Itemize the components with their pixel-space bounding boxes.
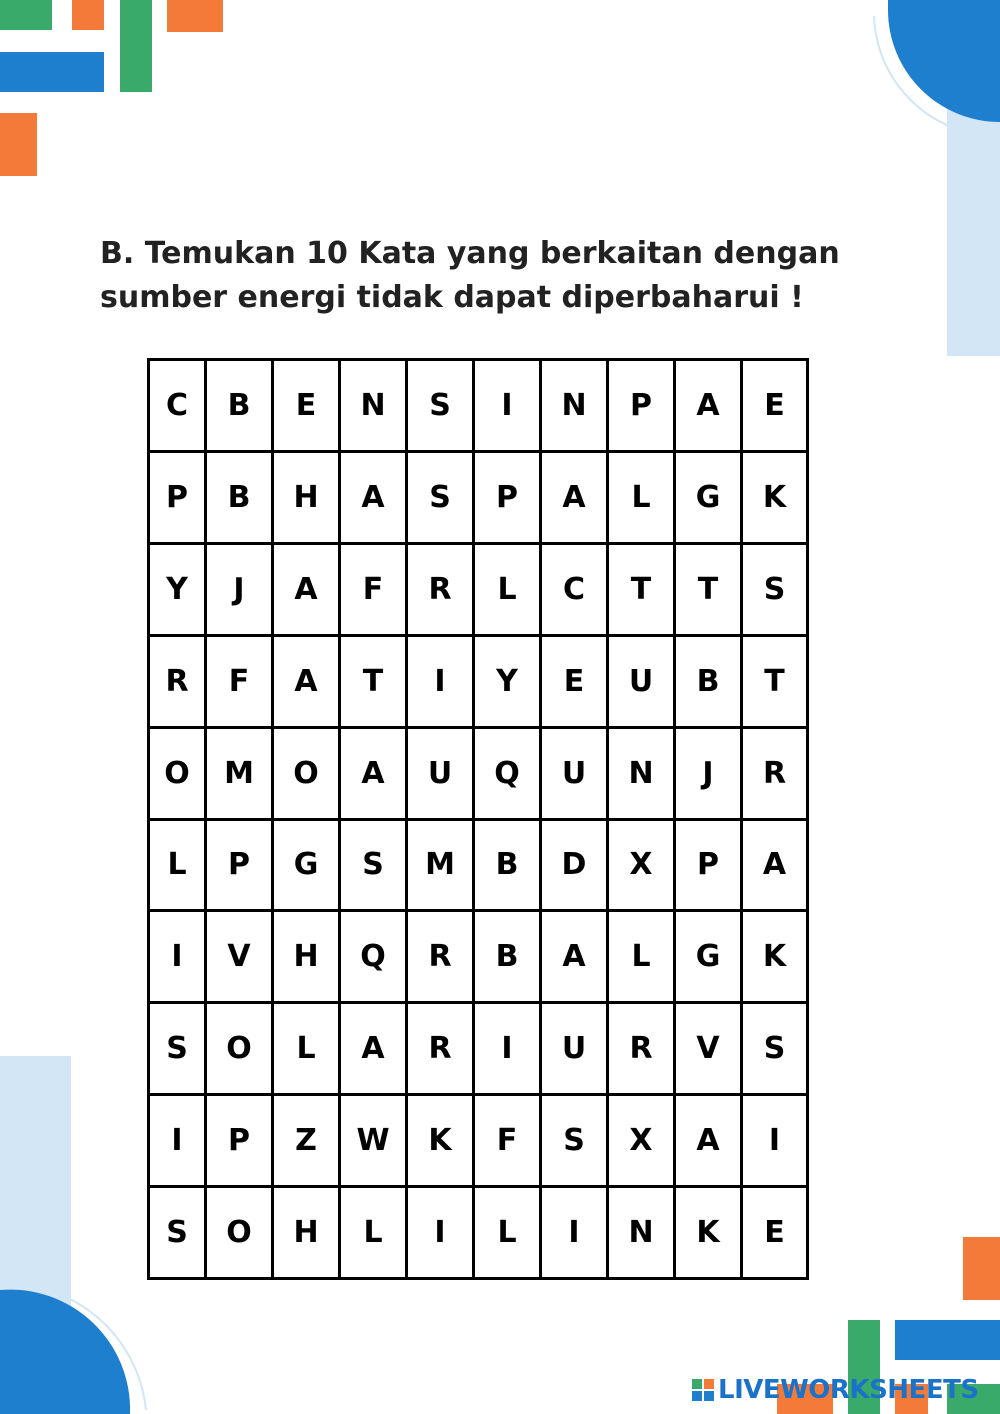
grid-cell[interactable]: P [475, 453, 542, 545]
grid-cell[interactable]: K [743, 453, 809, 545]
grid-cell[interactable]: D [542, 821, 609, 913]
grid-cell[interactable]: S [743, 545, 809, 637]
word-search-grid [147, 358, 809, 1280]
grid-cell[interactable]: B [207, 453, 274, 545]
deco-green-column [120, 0, 152, 92]
grid-cell[interactable]: X [609, 821, 676, 913]
grid-cell[interactable]: N [542, 361, 609, 453]
grid-cell[interactable]: M [408, 821, 475, 913]
grid-cell[interactable]: G [676, 453, 743, 545]
deco-quarter-circle-bottom-left [0, 1280, 150, 1414]
grid-cell[interactable]: J [676, 729, 743, 821]
grid-cell[interactable]: O [207, 1004, 274, 1096]
grid-cell[interactable]: R [408, 1004, 475, 1096]
grid-cell[interactable]: A [676, 361, 743, 453]
grid-cell[interactable]: V [207, 912, 274, 1004]
grid-cell[interactable]: M [207, 729, 274, 821]
grid-cell[interactable]: C [542, 545, 609, 637]
grid-cell[interactable]: Q [475, 729, 542, 821]
deco-green-bar-top [0, 0, 52, 30]
grid-cell[interactable]: O [274, 729, 341, 821]
grid-cell[interactable]: O [207, 1188, 274, 1280]
grid-cell[interactable]: U [408, 729, 475, 821]
grid-cell[interactable]: C [150, 361, 207, 453]
grid-cell[interactable]: L [341, 1188, 408, 1280]
grid-cell[interactable]: H [274, 453, 341, 545]
deco-quarter-circle-top-right [860, 0, 1000, 140]
grid-cell[interactable]: S [150, 1188, 207, 1280]
grid-cell[interactable]: T [609, 545, 676, 637]
grid-cell[interactable]: R [150, 637, 207, 729]
grid-cell[interactable]: L [475, 1188, 542, 1280]
grid-cell[interactable]: P [676, 821, 743, 913]
grid-cell[interactable]: S [408, 453, 475, 545]
grid-cell[interactable]: R [743, 729, 809, 821]
grid-cell[interactable]: Y [475, 637, 542, 729]
grid-cell[interactable]: L [475, 545, 542, 637]
grid-cell[interactable]: T [341, 637, 408, 729]
grid-cell[interactable]: F [475, 1096, 542, 1188]
grid-cell[interactable]: R [408, 545, 475, 637]
grid-cell[interactable]: L [274, 1004, 341, 1096]
grid-cell[interactable]: N [341, 361, 408, 453]
grid-cell[interactable]: A [676, 1096, 743, 1188]
grid-cell[interactable]: L [609, 912, 676, 1004]
grid-cell[interactable]: Z [274, 1096, 341, 1188]
grid-cell[interactable]: S [743, 1004, 809, 1096]
grid-cell[interactable]: T [676, 545, 743, 637]
deco-orange-square-left [0, 113, 37, 176]
grid-cell[interactable]: K [408, 1096, 475, 1188]
deco-blue-bar-bottom [895, 1320, 1000, 1360]
grid-cell[interactable]: S [542, 1096, 609, 1188]
grid-cell[interactable]: R [609, 1004, 676, 1096]
grid-cell[interactable]: K [743, 912, 809, 1004]
grid-cell[interactable]: U [542, 729, 609, 821]
grid-cell[interactable]: A [341, 1004, 408, 1096]
grid-cell[interactable]: B [676, 637, 743, 729]
grid-cell[interactable]: L [150, 821, 207, 913]
grid-cell[interactable]: F [341, 545, 408, 637]
grid-cell[interactable]: Y [150, 545, 207, 637]
grid-cell[interactable]: A [743, 821, 809, 913]
instruction-title: B. Temukan 10 Kata yang berkaitan dengan sumber energi tidak dapat diperbaharui ! [100, 236, 840, 315]
grid-cell[interactable]: I [475, 1004, 542, 1096]
grid-cell[interactable]: I [743, 1096, 809, 1188]
grid-cell[interactable]: L [609, 453, 676, 545]
deco-blue-bar [0, 52, 104, 92]
grid-cell[interactable]: A [341, 453, 408, 545]
grid-cell[interactable]: A [542, 453, 609, 545]
grid-cell[interactable]: P [207, 821, 274, 913]
grid-cell[interactable]: S [408, 361, 475, 453]
grid-cell[interactable]: I [150, 912, 207, 1004]
grid-cell[interactable]: E [743, 361, 809, 453]
grid-cell[interactable]: E [542, 637, 609, 729]
liveworksheets-brand [692, 1374, 979, 1406]
grid-cell[interactable]: N [609, 1188, 676, 1280]
grid-cell[interactable]: O [150, 729, 207, 821]
grid-cell[interactable]: P [609, 361, 676, 453]
grid-cell[interactable]: U [609, 637, 676, 729]
grid-cell[interactable]: W [341, 1096, 408, 1188]
grid-cell[interactable]: P [207, 1096, 274, 1188]
grid-cell[interactable]: G [676, 912, 743, 1004]
grid-cell[interactable]: U [542, 1004, 609, 1096]
grid-cell[interactable]: I [542, 1188, 609, 1280]
brand-name: LIVEWORKSHEETS [718, 1375, 979, 1405]
grid-cell[interactable]: A [274, 545, 341, 637]
deco-orange-bar-top-right [167, 0, 223, 32]
grid-cell[interactable]: F [207, 637, 274, 729]
grid-cell[interactable]: X [609, 1096, 676, 1188]
grid-cell[interactable]: G [274, 821, 341, 913]
grid-cell[interactable]: P [150, 453, 207, 545]
grid-cell[interactable]: I [408, 637, 475, 729]
grid-cell[interactable]: B [475, 912, 542, 1004]
grid-cell[interactable]: V [676, 1004, 743, 1096]
grid-cell[interactable]: Q [341, 912, 408, 1004]
grid-cell[interactable]: E [274, 361, 341, 453]
deco-orange-square-bottom-right [963, 1237, 1000, 1300]
grid-cell[interactable]: T [743, 637, 809, 729]
grid-cell[interactable]: A [274, 637, 341, 729]
grid-cell[interactable]: E [743, 1188, 809, 1280]
grid-cell[interactable]: B [207, 361, 274, 453]
grid-cell[interactable]: S [150, 1004, 207, 1096]
grid-cell[interactable]: K [676, 1188, 743, 1280]
grid-cell[interactable]: B [475, 821, 542, 913]
grid-cell[interactable]: H [274, 912, 341, 1004]
liveworksheets-logo-icon [692, 1379, 714, 1401]
grid-cell[interactable]: I [475, 361, 542, 453]
grid-cell[interactable]: J [207, 545, 274, 637]
grid-cell[interactable]: S [341, 821, 408, 913]
grid-cell[interactable]: R [408, 912, 475, 1004]
grid-cell[interactable]: I [150, 1096, 207, 1188]
grid-cell[interactable]: N [609, 729, 676, 821]
grid-cell[interactable]: I [408, 1188, 475, 1280]
grid-cell[interactable]: A [341, 729, 408, 821]
grid-cell[interactable]: A [542, 912, 609, 1004]
grid-cell[interactable]: H [274, 1188, 341, 1280]
deco-orange-square-top [72, 0, 104, 30]
